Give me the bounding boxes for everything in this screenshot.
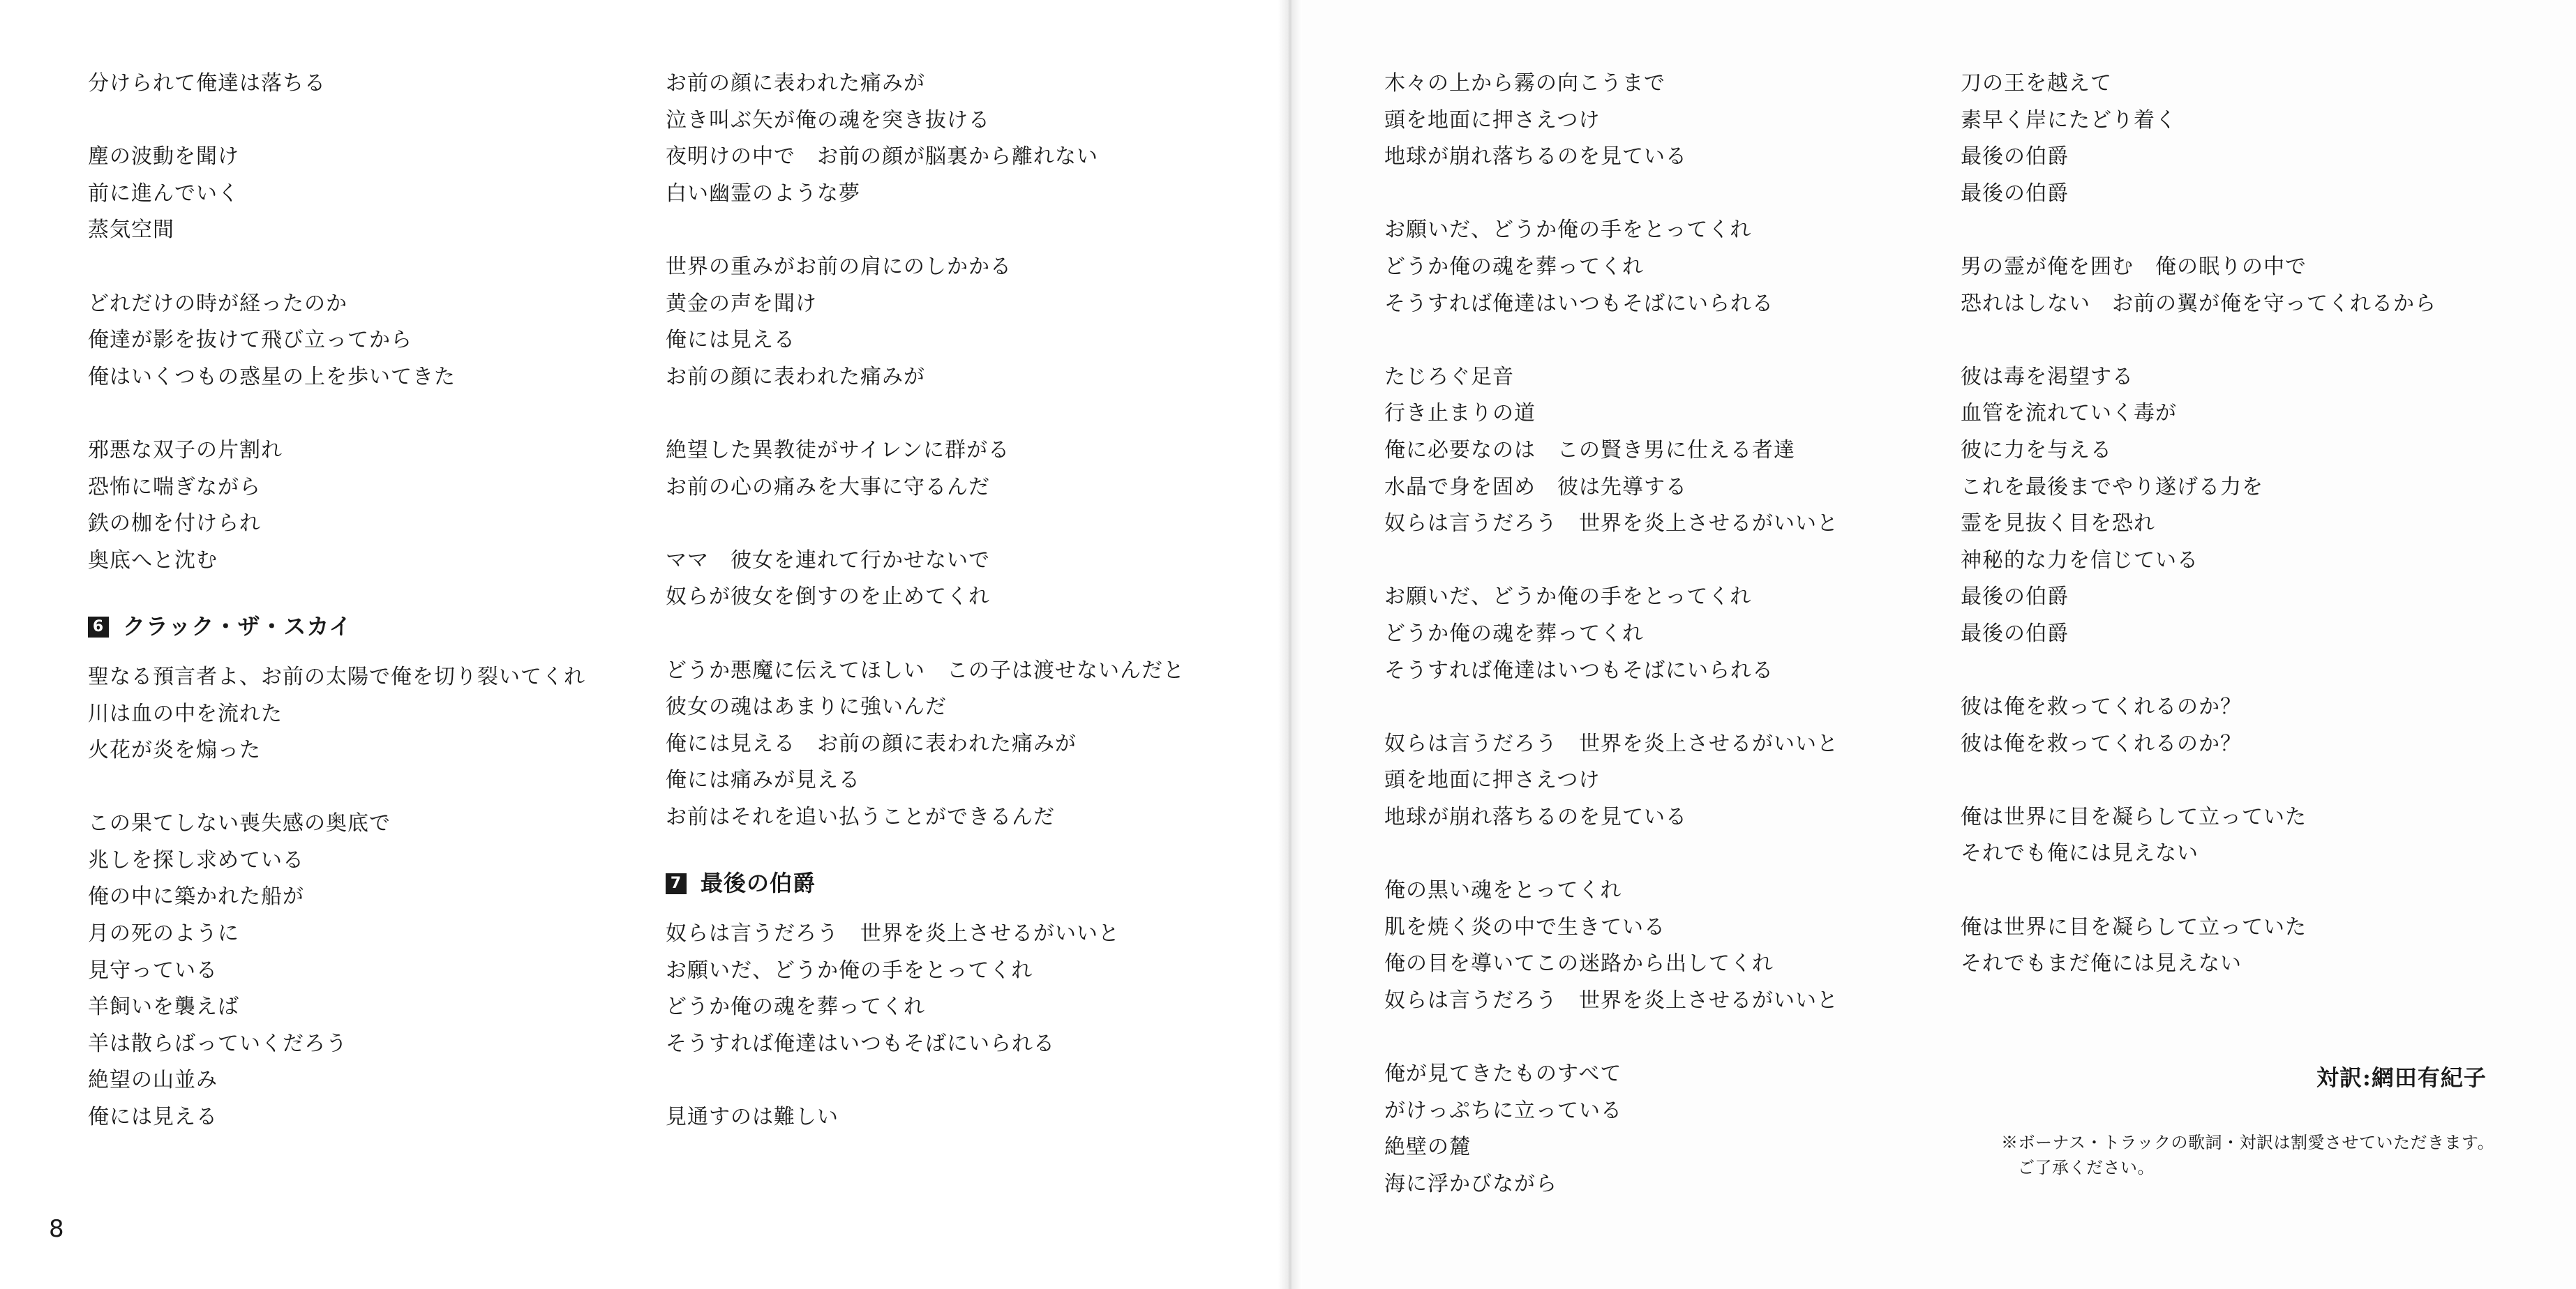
lyric-line: 地球が崩れ落ちるのを見ている [1384, 144, 1687, 169]
lyric-line: 絶望の山並み [88, 1068, 218, 1093]
lyric-line: 彼は毒を渇望する [1961, 364, 2134, 389]
stanza-gap [1961, 212, 2519, 249]
lyric-line: 奥底へと沈む [88, 548, 218, 573]
page-number: 8 [49, 1215, 64, 1243]
lyric-line: そうすれば俺達はいつもそばにいられる [1384, 291, 1774, 316]
lyric-line: 奴らは言うだろう 世界を炎上させるがいいと [1384, 988, 1839, 1013]
lyric-line: お前の顔に表われた痛みが [666, 71, 925, 96]
lyric-line: 霊を見抜く目を恐れ [1961, 511, 2155, 536]
lyric-line: 刀の王を越えて [1961, 71, 2112, 96]
stanza-gap [1384, 836, 1942, 873]
lyric-line: 奴らは言うだろう 世界を炎上させるがいいと [666, 921, 1120, 947]
lyric-line: この果てしない喪失感の奥底で [88, 811, 391, 836]
lyric-line: 神秘的な力を信じている [1961, 548, 2199, 573]
lyric-line: 行き止まりの道 [1384, 401, 1536, 426]
stanza-gap [1384, 689, 1942, 726]
lyric-line: 彼は俺を救ってくれるのか？ [1961, 731, 2242, 756]
song-title [88, 608, 646, 645]
lyric-line: 俺には見える [666, 328, 795, 353]
song-title [666, 865, 1224, 902]
stanza-gap [666, 1062, 1224, 1099]
note-line: ※ボーナス・トラックの歌詞・対訳は割愛させていただきます。 [2001, 1133, 2495, 1152]
lyric-line: 塵の波動を聞け [88, 144, 239, 169]
lyric-line: お前の心の痛みを大事に守るんだ [666, 474, 990, 499]
lyric-line: 川は血の中を流れた [88, 701, 283, 726]
lyric-line: どうか俺の魂を葬ってくれ [666, 995, 925, 1020]
lyric-line: 最後の伯爵 [1961, 585, 2069, 610]
lyric-line: 最後の伯爵 [1961, 144, 2069, 169]
stanza-gap [88, 249, 646, 286]
lyrics-column-3 [1384, 66, 1942, 1203]
lyric-line: 地球が崩れ落ちるのを見ている [1384, 804, 1687, 829]
lyric-line: 俺に必要なのは この賢き男に仕える者達 [1384, 437, 1795, 462]
lyric-line: そうすれば俺達はいつもそばにいられる [1384, 658, 1774, 683]
song-title-text: 最後の伯爵 [701, 870, 816, 897]
lyric-line: そうすれば俺達はいつもそばにいられる [666, 1031, 1055, 1056]
stanza-gap [666, 212, 1224, 249]
lyric-line: 見守っている [88, 958, 218, 983]
lyric-line: 最後の伯爵 [1961, 621, 2069, 646]
lyric-line: 分けられて俺達は落ちる [88, 71, 326, 96]
lyric-line: 羊飼いを襲えば [88, 995, 239, 1020]
lyric-line: お願いだ、どうか俺の手をとってくれ [666, 958, 1033, 983]
track-number-badge: 6 [88, 617, 109, 638]
lyric-line: 海に浮かびながら [1384, 1171, 1557, 1196]
lyric-line: お願いだ、どうか俺の手をとってくれ [1384, 585, 1752, 610]
lyrics-column-4 [1961, 66, 2519, 983]
bonus-track-note [2001, 1130, 2494, 1180]
lyric-line: 恐れはしない お前の翼が俺を守ってくれるから [1961, 291, 2436, 316]
lyric-line: 絶望した異教徒がサイレンに群がる [666, 437, 1010, 462]
lyric-line: 俺の黒い魂をとってくれ [1384, 878, 1622, 903]
lyric-line: 俺の目を導いてこの迷路から出してくれ [1384, 951, 1774, 977]
lyric-line: 羊は散らばっていくだろう [88, 1031, 347, 1056]
stanza-gap [1961, 653, 2519, 690]
stanza-gap [666, 395, 1224, 432]
stanza-gap [1961, 322, 2519, 359]
lyric-line: 奴らが彼女を倒すのを止めてくれ [666, 585, 990, 610]
lyric-line: 黄金の声を聞け [666, 291, 817, 316]
lyric-line: 奴らは言うだろう 世界を炎上させるがいいと [1384, 511, 1839, 536]
translator-credit: 対訳:網田有紀子 [2316, 1064, 2487, 1091]
lyric-line: 世界の重みがお前の肩にのしかかる [666, 254, 1012, 279]
lyric-line: 俺の中に築かれた船が [88, 884, 304, 910]
lyric-line: 前に進んでいく [88, 181, 239, 206]
lyric-line: 邪悪な双子の片割れ [88, 437, 283, 462]
lyric-line: 見通すのは難しい [666, 1105, 839, 1130]
lyric-line: 蒸気空間 [88, 218, 174, 243]
stanza-gap [88, 103, 646, 140]
lyric-line: 火花が炎を煽った [88, 738, 261, 763]
lyric-line: どうか俺の魂を葬ってくれ [1384, 254, 1644, 279]
lyric-line: 水晶で身を固め 彼は先導する [1384, 474, 1687, 499]
lyric-line: 俺達が影を抜けて飛び立ってから [88, 328, 412, 353]
stanza-gap [88, 395, 646, 432]
stanza-gap [666, 506, 1224, 543]
lyric-line: 絶壁の麓 [1384, 1135, 1471, 1160]
lyric-line: 俺はいくつもの惑星の上を歩いてきた [88, 364, 456, 389]
lyric-line: 兆しを探し求めている [88, 847, 304, 873]
lyric-line: 俺は世界に目を凝らして立っていた [1961, 914, 2307, 940]
stanza-gap [666, 616, 1224, 653]
lyric-line: お前の顔に表われた痛みが [666, 364, 925, 389]
lyric-line: どれだけの時が経ったのか [88, 291, 347, 316]
lyric-line: これを最後までやり遂げる力を [1961, 474, 2263, 499]
lyric-line: 最後の伯爵 [1961, 181, 2069, 206]
lyric-line: 俺には見える [88, 1105, 218, 1130]
lyric-line: 頭を地面に押さえつけ [1384, 768, 1601, 793]
stanza-gap [1384, 322, 1942, 359]
lyric-line: どうか悪魔に伝えてほしい この子は渡せないんだと [666, 658, 1185, 683]
lyric-line: 夜明けの中で お前の顔が脳裏から離れない [666, 144, 1098, 169]
stanza-gap [1384, 176, 1942, 213]
lyric-line: お願いだ、どうか俺の手をとってくれ [1384, 218, 1752, 243]
lyric-line: それでもまだ俺には見えない [1961, 951, 2242, 977]
lyrics-column-1 [88, 66, 646, 1136]
lyric-line: 俺は世界に目を凝らして立っていた [1961, 804, 2307, 829]
note-line: ご了承ください。 [2018, 1158, 2155, 1177]
book-gutter [1278, 0, 1302, 1289]
lyric-line: 俺には見える お前の顔に表われた痛みが [666, 731, 1077, 756]
lyric-line: どうか俺の魂を葬ってくれ [1384, 621, 1644, 646]
lyric-line: 男の霊が俺を囲む 俺の眠りの中で [1961, 254, 2307, 279]
stanza-gap [1384, 1019, 1942, 1056]
lyric-line: たじろぐ足音 [1384, 364, 1514, 389]
stanza-gap [1384, 543, 1942, 580]
lyrics-column-2 [666, 66, 1224, 1136]
stanza-gap [1961, 762, 2519, 799]
lyric-line: お前はそれを追い払うことができるんだ [666, 804, 1055, 829]
lyric-line: 頭を地面に押さえつけ [1384, 107, 1601, 133]
song-title-text: クラック・ザ・スカイ [123, 613, 352, 640]
lyric-line: 彼は俺を救ってくれるのか？ [1961, 695, 2242, 720]
lyric-line: 白い幽霊のような夢 [666, 181, 860, 206]
track-number-badge: 7 [666, 873, 687, 894]
lyric-line: 鉄の枷を付けられ [88, 511, 261, 536]
lyric-line: 素早く岸にたどり着く [1961, 107, 2177, 133]
lyric-line: 聖なる預言者よ、お前の太陽で俺を切り裂いてくれ [88, 664, 585, 689]
lyric-line: 月の死のように [88, 921, 239, 947]
lyric-line: 恐怖に喘ぎながら [88, 474, 261, 499]
lyric-line: 俺が見てきたものすべて [1384, 1062, 1622, 1087]
lyric-line: 俺には痛みが見える [666, 768, 860, 793]
lyric-line: 奴らは言うだろう 世界を炎上させるがいいと [1384, 731, 1839, 756]
lyric-line: 木々の上から霧の向こうまで [1384, 71, 1665, 96]
lyric-line: 血管を流れていく毒が [1961, 401, 2177, 426]
stanza-gap [1961, 873, 2519, 910]
lyric-line: 肌を焼く炎の中で生きている [1384, 914, 1665, 940]
stanza-gap [88, 769, 646, 806]
lyric-line: 彼に力を与える [1961, 437, 2112, 462]
lyric-line: 彼女の魂はあまりに強いんだ [666, 695, 947, 720]
lyric-line: 泣き叫ぶ矢が俺の魂を突き抜ける [666, 107, 990, 133]
lyric-line: それでも俺には見えない [1961, 841, 2199, 866]
lyric-line: がけっぷちに立っている [1384, 1098, 1622, 1123]
lyric-line: ママ 彼女を連れて行かせないで [666, 548, 990, 573]
